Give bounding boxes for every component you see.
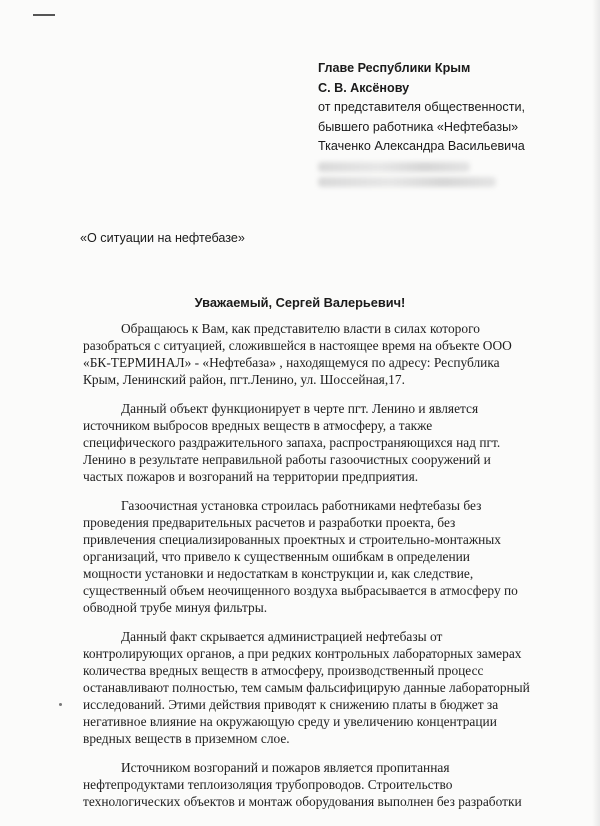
body-line: организаций, что привело к существенным ошибкам в определении xyxy=(83,549,470,564)
body-line: обводной трубе минуя фильтры. xyxy=(83,600,268,615)
addressee-title: Главе Республики Крым xyxy=(318,61,471,75)
body-line: мощности установки и недостаткам в конструкции и, как следствие, xyxy=(83,566,474,581)
body-line: Газоочистная установка строилась работниками нефтебазы без xyxy=(121,498,482,513)
paragraph xyxy=(83,400,553,485)
body-line: Данный факт скрывается администрацией нефтебазы от xyxy=(121,629,443,644)
body-line: частых пожаров и возгораний на территории предприятия. xyxy=(83,469,419,484)
body-line: Источником возгораний и пожаров является пропитанная xyxy=(121,760,450,775)
letter-body xyxy=(83,320,553,822)
body-line: нефтепродуктами теплоизоляция трубопроводов. Строительство xyxy=(83,777,453,792)
body-line: разобраться с ситуацией, сложившейся в настоящее время на объекте ООО xyxy=(83,338,512,353)
body-line: Обращаюсь к Вам, как представителю власти в силах которого xyxy=(121,321,480,336)
body-line: количества вредных веществ в атмосферу, производственный процесс xyxy=(83,663,484,678)
body-line: специфического раздражительного запаха, распространяющихся над пгт. xyxy=(83,435,501,450)
body-line: Ленино в результате неправильной работы газоочистных сооружений и xyxy=(83,452,491,467)
paragraph xyxy=(83,759,553,810)
sender-name: Ткаченко Александра Васильевича xyxy=(318,139,525,153)
letter-subject: «О ситуации на нефтебазе» xyxy=(80,231,245,245)
scan-dot-mark xyxy=(59,703,62,706)
body-line: «БК-ТЕРМИНАЛ» - «Нефтебаза» , находящемуся по адресу: Республика xyxy=(83,355,500,370)
scan-dash-mark xyxy=(33,14,55,16)
body-line: источником выбросов вредных веществ в атмосферу, а также xyxy=(83,418,433,433)
paragraph xyxy=(83,497,553,616)
paragraph xyxy=(83,628,553,747)
body-line: Данный объект функционирует в черте пгт. Ленино и является xyxy=(121,401,479,416)
scan-edge-shadow xyxy=(592,0,600,826)
body-line: Крым, Ленинский район, пгт.Ленино, ул. Шоссейная,17. xyxy=(83,372,405,387)
body-line: исследований. Этими действия приводят к снижению платы в бюджет за xyxy=(83,697,499,712)
body-line: технологических объектов и монтаж оборудования выполнен без разработки xyxy=(83,794,522,809)
sender-role: от представителя общественности, xyxy=(318,100,525,114)
letter-salutation: Уважаемый, Сергей Валерьевич! xyxy=(194,295,406,310)
paragraph xyxy=(83,320,553,388)
redacted-phone xyxy=(318,162,470,172)
sender-former-job: бывшего работника «Нефтебазы» xyxy=(318,119,519,134)
body-line: контролирующих органов, а при редких контрольных лабораторных замерах xyxy=(83,646,522,661)
addressee-name: С. В. Аксёнову xyxy=(318,80,410,95)
addressee-block xyxy=(318,59,588,191)
body-line: останавливают полностью, тем самым фальсифицирую данные лабораторный xyxy=(83,680,530,695)
redacted-email xyxy=(318,177,496,187)
body-line: негативное влияние на окружающую среду и увеличению концентрации xyxy=(83,714,497,729)
body-line: проведения предварительных расчетов и разработки проекта, без xyxy=(83,515,456,530)
body-line: привлечения специализированных проектных и строительно-монтажных xyxy=(83,532,501,547)
body-line: существенный объем неочищенного воздуха выбрасывается в атмосферу по xyxy=(83,583,518,598)
body-line: вредных веществ в приземном слое. xyxy=(83,731,290,746)
